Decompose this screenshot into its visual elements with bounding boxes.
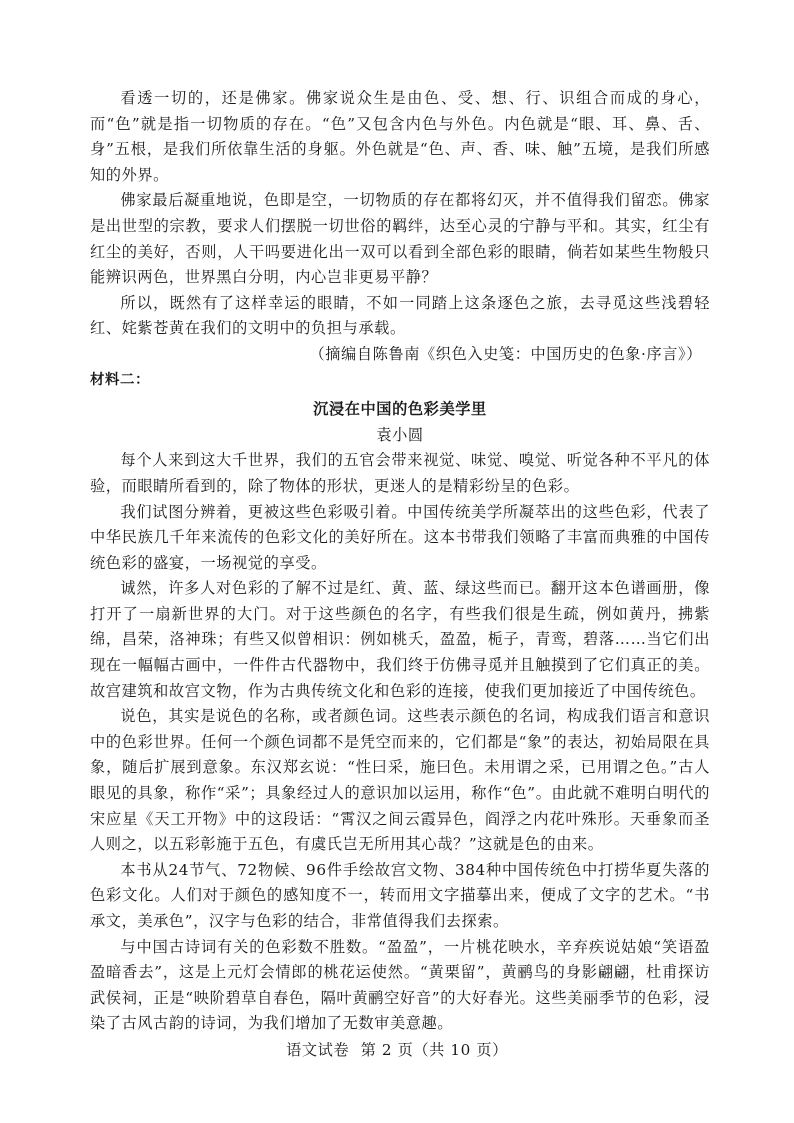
paragraph: 每个人来到这大千世界，我们的五官会带来视觉、味觉、嗅觉、听觉各种不平凡的体验，而眼睛所看到的，除了物体的形状，更迷人的是精彩纷呈的色彩。 [90,451,710,495]
paragraph: 诚然，许多人对色彩的了解不过是红、黄、蓝、绿这些而已。翻开这本色谱画册，像打开了一扇新世界的大门。对于这些颜色的名字，有些我们很是生疏，例如黄丹，拂紫绵，昌荣，洛神珠；有些又似曾相识：例如桃夭，盈盈，栀子，青鸾，碧落……当它们出现在一幅幅古画中，一件件古代器物中，我们终于仿佛寻觅并且触摸到了它们真正的美。故宫建筑和故宫文物，作为古典传统文化和色彩的连接，使我们更加接近了中国传统色。 [90,579,710,700]
paragraph: 佛家最后凝重地说，色即是空，一切物质的存在都将幻灭，并不值得我们留恋。佛家是出世型的宗教，要求人们摆脱一切世俗的羁绊，达至心灵的宁静与平和。其实，红尘有红尘的美好，否则，人干吗要进化出一双可以看到全部色彩的眼睛，倘若如某些生物般只能辨识两色，世界黑白分明，内心岂非更易平静？ [90,191,710,287]
source-citation: （摘编自陈鲁南《织色入史笺：中国历史的色象·序言》） [309,344,702,363]
paragraph: 本书从24节气、72物候、96件手绘故宫文物、384种中国传统色中打捞华夏失落的色彩文化。人们对于颜色的感知度不一，转而用文字描摹出来，便成了文字的艺术。“书承文，美承色”，汉字与色彩的结合，非常值得我们去探索。 [90,860,710,930]
article-author: 袁小圆 [376,425,424,444]
paragraph: 所以，既然有了这样幸运的眼睛，不如一同踏上这条逐色之旅，去寻觅这些浅碧轻红、姹紫苍黄在我们的文明中的负担与承载。 [90,293,710,338]
material-one-section [90,86,710,368]
material-two-section [90,368,710,1037]
page-footer [0,1039,794,1060]
article-title: 沉浸在中国的色彩美学里 [313,400,487,419]
paragraph: 与中国古诗词有关的色彩数不胜数。“盈盈”，一片桃花映水，辛弃疾说姑娘“笑语盈盈暗香去”，这是上元灯会情郎的桃花运使然。“黄栗留”，黄鹂鸟的身影翩翩，杜甫探访武侯祠，正是“映阶碧草自春色，隔叶黄鹂空好音”的大好春光。这些美丽季节的色彩，浸染了古风古韵的诗词，为我们增加了无数审美意趣。 [90,937,710,1033]
paragraph: 看透一切的，还是佛家。佛家说众生是由色、受、想、行、识组合而成的身心，而“色”就是指一切物质的存在。“色”又包含内色与外色。内色就是“眼、耳、鼻、舌、身”五根，是我们所依靠生活的身躯。外色就是“色、声、香、味、触”五境，是我们所感知的外界。 [90,89,710,184]
exam-name: 语文试卷 [286,1041,350,1059]
paragraph: 我们试图分辨着，更被这些色彩吸引着。中国传统美学所凝萃出的这些色彩，代表了中华民族几千年来流传的色彩文化的美好所在。这本书带我们领略了丰富而典雅的中国传统色彩的盛宴，一场视觉的享受。 [90,502,710,572]
paragraph: 说色，其实是说色的名称，或者颜色词。这些表示颜色的名词，构成我们语言和意识中的色彩世界。任何一个颜色词都不是凭空而来的，它们都是“象”的表达，初始局限在具象，随后扩展到意象。东汉郑玄说：“性曰采，施曰色。未用谓之采，已用谓之色。”古人眼见的具象，称作“采”；具象经过人的意识加以运用，称作“色”。由此就不难明白明代的宋应星《天工开物》中的这段话：“霄汉之间云霞异色，阎浮之内花叶殊形。天垂象而圣人则之，以五彩彰施于五色，有虞氏岂无所用其心哉？”这就是色的由来。 [90,707,710,854]
material-label: 材料二： [90,371,150,388]
page-number: 第 2 页（共 10 页） [360,1041,508,1059]
